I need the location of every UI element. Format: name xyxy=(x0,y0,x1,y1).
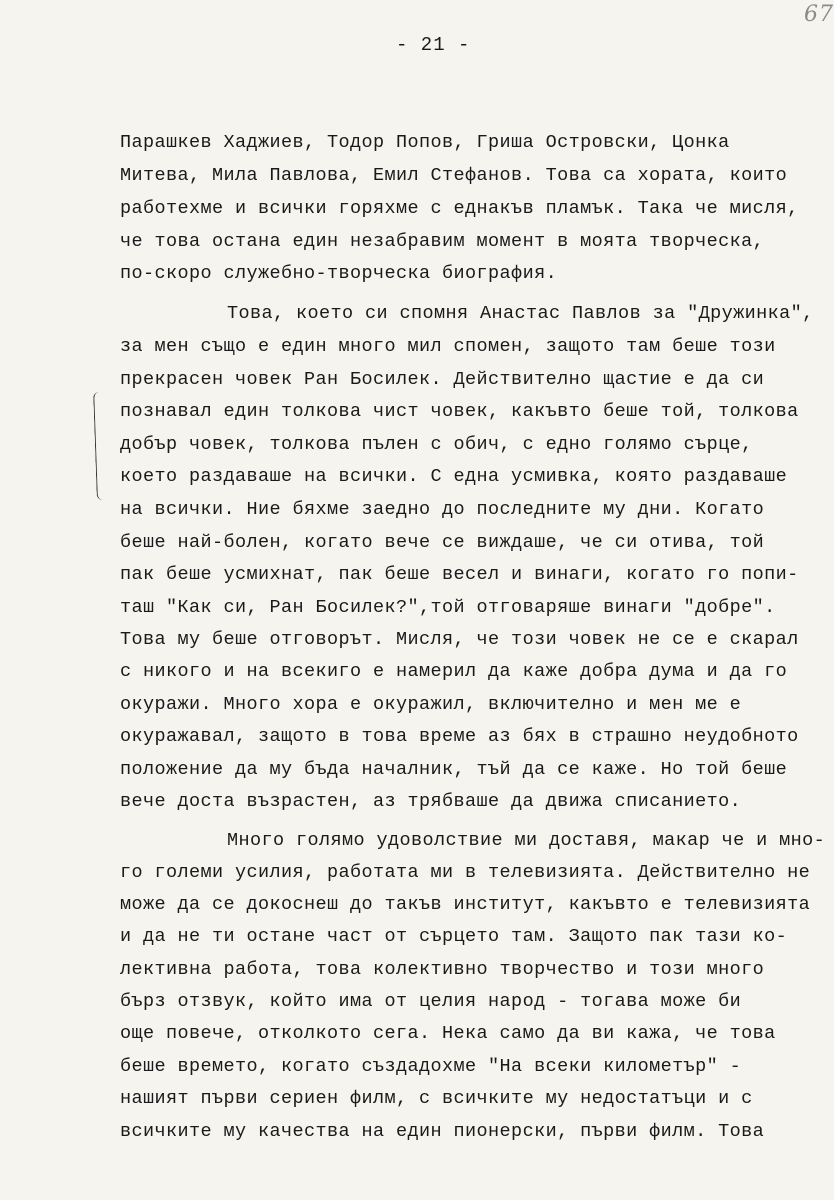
text-line: по-скоро служебно-творческа биография. xyxy=(120,263,558,284)
text-line: още повече, отколкото сега. Нека само да ви кажа, че това xyxy=(120,1023,776,1044)
text-line: и да не ти остане част от сърцето там. Защото пак тази ко- xyxy=(120,926,788,947)
text-line: че това остана един незабравим момент в моята творческа, xyxy=(120,231,765,252)
text-line: Това му беше отговорът. Мисля, че този човек не се е скарал xyxy=(120,629,799,650)
text-line: лективна работа, това колективно творчество и този много xyxy=(120,959,765,980)
handwritten-page-number: 67 xyxy=(804,2,834,27)
text-line: Митева, Мила Павлова, Емил Стефанов. Това са хората, които xyxy=(120,165,788,186)
text-line: прекрасен човек Ран Босилек. Действително щастие е да си xyxy=(120,369,765,390)
text-line: което раздаваше на всички. С една усмивка, която раздаваше xyxy=(120,466,788,487)
text-line: на всички. Ние бяхме заедно до последните му дни. Когато xyxy=(120,499,765,520)
text-line: може да се докоснеш до такъв институт, какъвто е телевизията xyxy=(120,894,811,915)
text-line: нашият първи сериен филм, с всичките му недостатъци и с xyxy=(120,1088,753,1109)
text-line: таш "Как си, Ран Босилек?",той отговаряше винаги "добре". xyxy=(120,597,776,618)
text-line: Много голямо удоволствие ми доставя, макар че и мно- xyxy=(227,830,826,851)
text-line: вече доста възрастен, аз трябваше да движа списанието. xyxy=(120,791,742,812)
text-line: беше най-болен, когато вече се виждаше, че си отива, той xyxy=(120,532,765,553)
text-line: за мен също е един много мил спомен, защото там беше този xyxy=(120,336,776,357)
page-number: - 21 - xyxy=(396,34,471,56)
margin-mark xyxy=(93,392,108,500)
text-line: положение да му бъда началник, тъй да се каже. Но той беше xyxy=(120,759,788,780)
text-line: с никого и на всекиго е намерил да каже добра дума и да го xyxy=(120,661,788,682)
text-line: Парашкев Хаджиев, Тодор Попов, Гриша Островски, Цонка xyxy=(120,132,730,153)
text-line: го големи усилия, работата ми в телевизията. Действително не xyxy=(120,862,811,883)
text-line: добър човек, толкова пълен с обич, с едно голямо сърце, xyxy=(120,434,753,455)
text-line: окуражавал, защото в това време аз бях в страшно неудобното xyxy=(120,726,799,747)
text-line: познавал един толкова чист човек, какъвто беше той, толкова xyxy=(120,401,799,422)
text-line: окуражи. Много хора е окуражил, включително и мен ме е xyxy=(120,694,742,715)
text-line: пак беше усмихнат, пак беше весел и винаги, когато го попи- xyxy=(120,564,799,585)
text-line: Това, което си спомня Анастас Павлов за "Дружинка", xyxy=(227,303,814,324)
text-line: беше времето, когато създадохме "На всеки километър" - xyxy=(120,1056,742,1077)
text-line: работехме и всички горяхме с еднакъв пламък. Така че мисля, xyxy=(120,198,799,219)
text-line: бърз отзвук, който има от целия народ - тогава може би xyxy=(120,991,742,1012)
text-line: всичките му качества на един пионерски, първи филм. Това xyxy=(120,1121,765,1142)
